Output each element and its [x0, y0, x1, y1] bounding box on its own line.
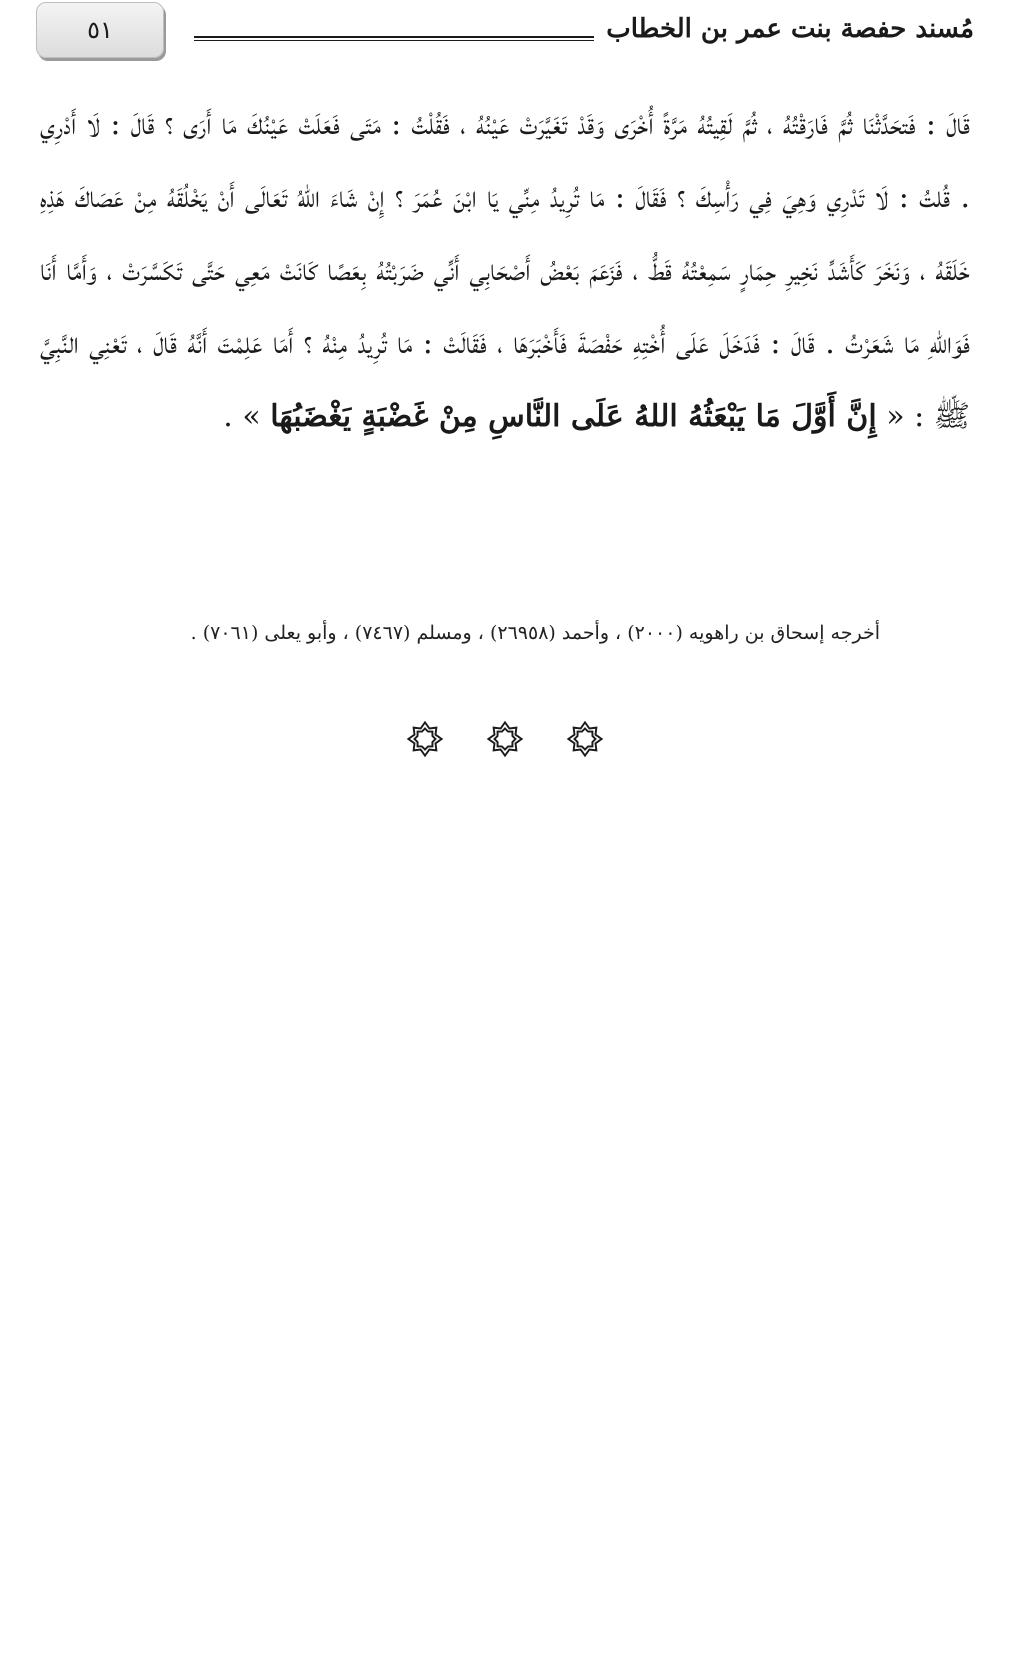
octagram-ornament-icon: [404, 718, 446, 760]
running-header: [36, 0, 974, 64]
page-number: ٥١: [36, 2, 164, 58]
closing-quote: » .: [223, 399, 261, 434]
header-rule: [194, 36, 594, 41]
hadith-quote: إِنَّ أَوَّلَ مَا يَبْعَثُهُ اللهُ عَلَى النَّاسِ مِنْ غَضْبَةٍ يَغْضَبُهَا: [270, 399, 877, 434]
octagram-ornament-icon: [484, 718, 526, 760]
chapter-title: مُسند حفصة بنت عمر بن الخطاب: [606, 14, 974, 44]
footnote-citation: أخرجه إسحاق بن راهويه (٢٠٠٠) ، وأحمد (٢٦٩٥٨) ، ومسلم (٧٤٦٧) ، وأبو يعلى (٧٠٦١) .: [190, 622, 880, 644]
body-paragraph: [40, 88, 970, 453]
octagram-ornament-icon: [564, 718, 606, 760]
section-end-ornament: [0, 718, 1010, 768]
narrative-text: قَالَ : فَتحَدَّثْنَا ثُمَّ فَارَقْتُهُ ، ثُمَّ لَقِيتُهُ مَرَّةً أُخْرَى وَقَدْ تَغَيَّرَتْ عَيْنُهُ ، فَقُلْتُ : مَتَى فَعَلَتْ عَيْنُكَ مَا أَرَى ؟ قَالَ : لَا أَدْرِي . قُلتُ : لَا تَدْرِي وَهِيَ فِي رَأْسِكَ ؟ فَقَالَ : مَا تُرِيدُ مِنِّي يَا ابْنَ عُمَرَ ؟ إِنْ شَاءَ اللهُ تَعَالَى أَنْ يَخْلُقَهُ مِنْ عَصَاكَ هَذِهِ خَلَقَهُ ، وَنَخَرَ كَأَشَدِّ نَخِيرِ حِمَارٍ سَمِعْتُهُ قَطُّ ، فَزَعَمَ بَعْضُ أَصْحَابِي أَنِّي ضَرَبْتُهُ بِعَصًا كَانَتْ مَعِي حَتَّى تَكَسَّرَتْ ، وَأَمَّا أَنَا فَوَاللهِ مَا شَعَرْتُ . قَالَ : فَدَخَلَ عَلَى أُخْتِهِ حَفْصَةَ فَأَخْبَرَهَا ، فَقَالَتْ : مَا تُرِيدُ مِنْهُ ؟ أَمَا عَلِمْتَ أَنَّهُ قَالَ ، تَعْنِي النَّبِيَّ ﷺ : «: [40, 107, 970, 434]
